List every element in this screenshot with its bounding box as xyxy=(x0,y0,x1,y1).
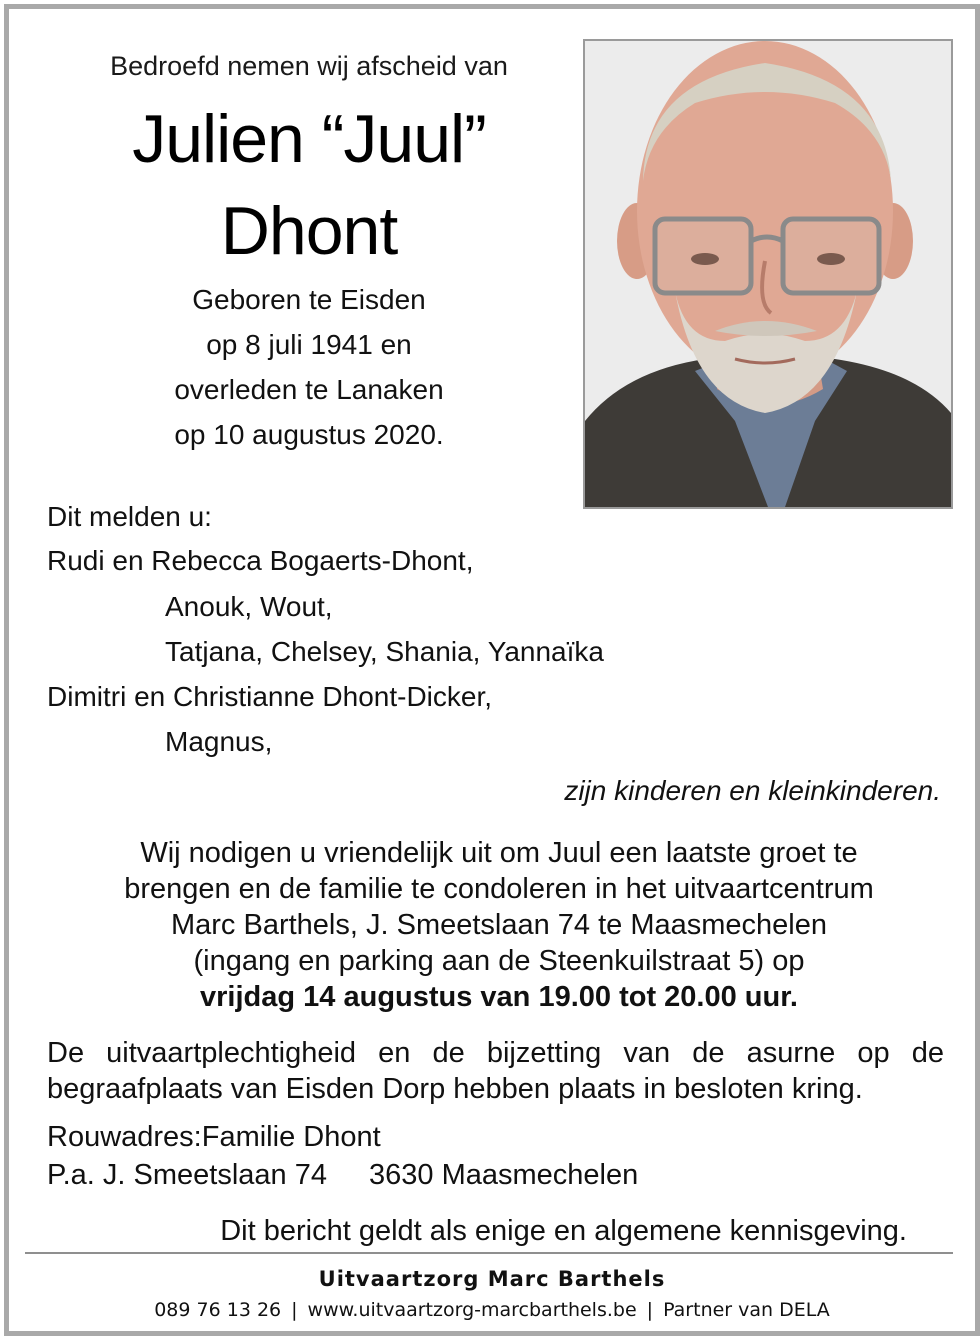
family-line: Anouk, Wout, xyxy=(165,591,333,622)
footer-contact xyxy=(9,1299,975,1321)
family-intro: Dit melden u: xyxy=(47,501,212,532)
funeral-company-name: Uitvaartzorg Marc Barthels xyxy=(318,1267,666,1291)
footer-separator: | xyxy=(646,1299,654,1321)
death-line: overleden te Lanaken xyxy=(174,374,444,405)
footer-divider xyxy=(25,1252,953,1254)
birth-line: op 8 juli 1941 en xyxy=(206,329,412,360)
family-closing: zijn kinderen en kleinkinderen. xyxy=(564,775,941,806)
deceased-name-first: Julien “Juul” xyxy=(132,101,486,177)
ceremony-text: De uitvaartplechtigheid en de bijzetting van de asurne op de begraafplaats van Eisden Dorp hebben plaats in besloten kring. xyxy=(47,1037,944,1105)
deceased-name-last: Dhont xyxy=(220,193,398,269)
mourning-address-city: 3630 Maasmechelen xyxy=(369,1159,639,1191)
invitation-line: (ingang en parking aan de Steenkuilstraat 5) op xyxy=(193,945,805,977)
birth-death-details xyxy=(29,277,589,457)
footer-separator: | xyxy=(291,1299,298,1321)
visitation-date: vrijdag 14 augustus van 19.00 tot 20.00 uur. xyxy=(200,981,798,1013)
mourning-address-label: Rouwadres:Familie Dhont xyxy=(47,1121,381,1153)
family-line: Tatjana, Chelsey, Shania, Yannaïka xyxy=(165,636,604,667)
intro-text: Bedroefd nemen wij afscheid van xyxy=(110,51,508,81)
footer-phone: 089 76 13 26 xyxy=(154,1299,282,1321)
obituary-card xyxy=(4,4,980,1336)
mourning-address-street: P.a. J. Smeetslaan 74 xyxy=(47,1159,327,1191)
family-line: Dimitri en Christianne Dhont-Dicker, xyxy=(47,681,493,712)
family-line: Magnus, xyxy=(165,726,273,757)
invitation-line: Wij nodigen u vriendelijk uit om Juul een laatste groet te xyxy=(140,837,858,869)
invitation-text xyxy=(29,835,969,1015)
invitation-line: Marc Barthels, J. Smeetslaan 74 te Maasmechelen xyxy=(170,909,828,941)
footer-website: www.uitvaartzorg-marcbarthels.be xyxy=(307,1299,637,1321)
portrait-photo xyxy=(583,39,953,509)
family-line: Rudi en Rebecca Bogaerts-Dhont, xyxy=(47,545,474,576)
death-line: op 10 augustus 2020. xyxy=(174,419,444,450)
birth-line: Geboren te Eisden xyxy=(192,284,426,315)
invitation-line: brengen en de familie te condoleren in het uitvaartcentrum xyxy=(124,873,874,905)
footer-partner: Partner van DELA xyxy=(663,1299,830,1321)
portrait-illustration xyxy=(585,41,951,507)
general-notice: Dit bericht geldt als enige en algemene kennisgeving. xyxy=(220,1215,907,1247)
